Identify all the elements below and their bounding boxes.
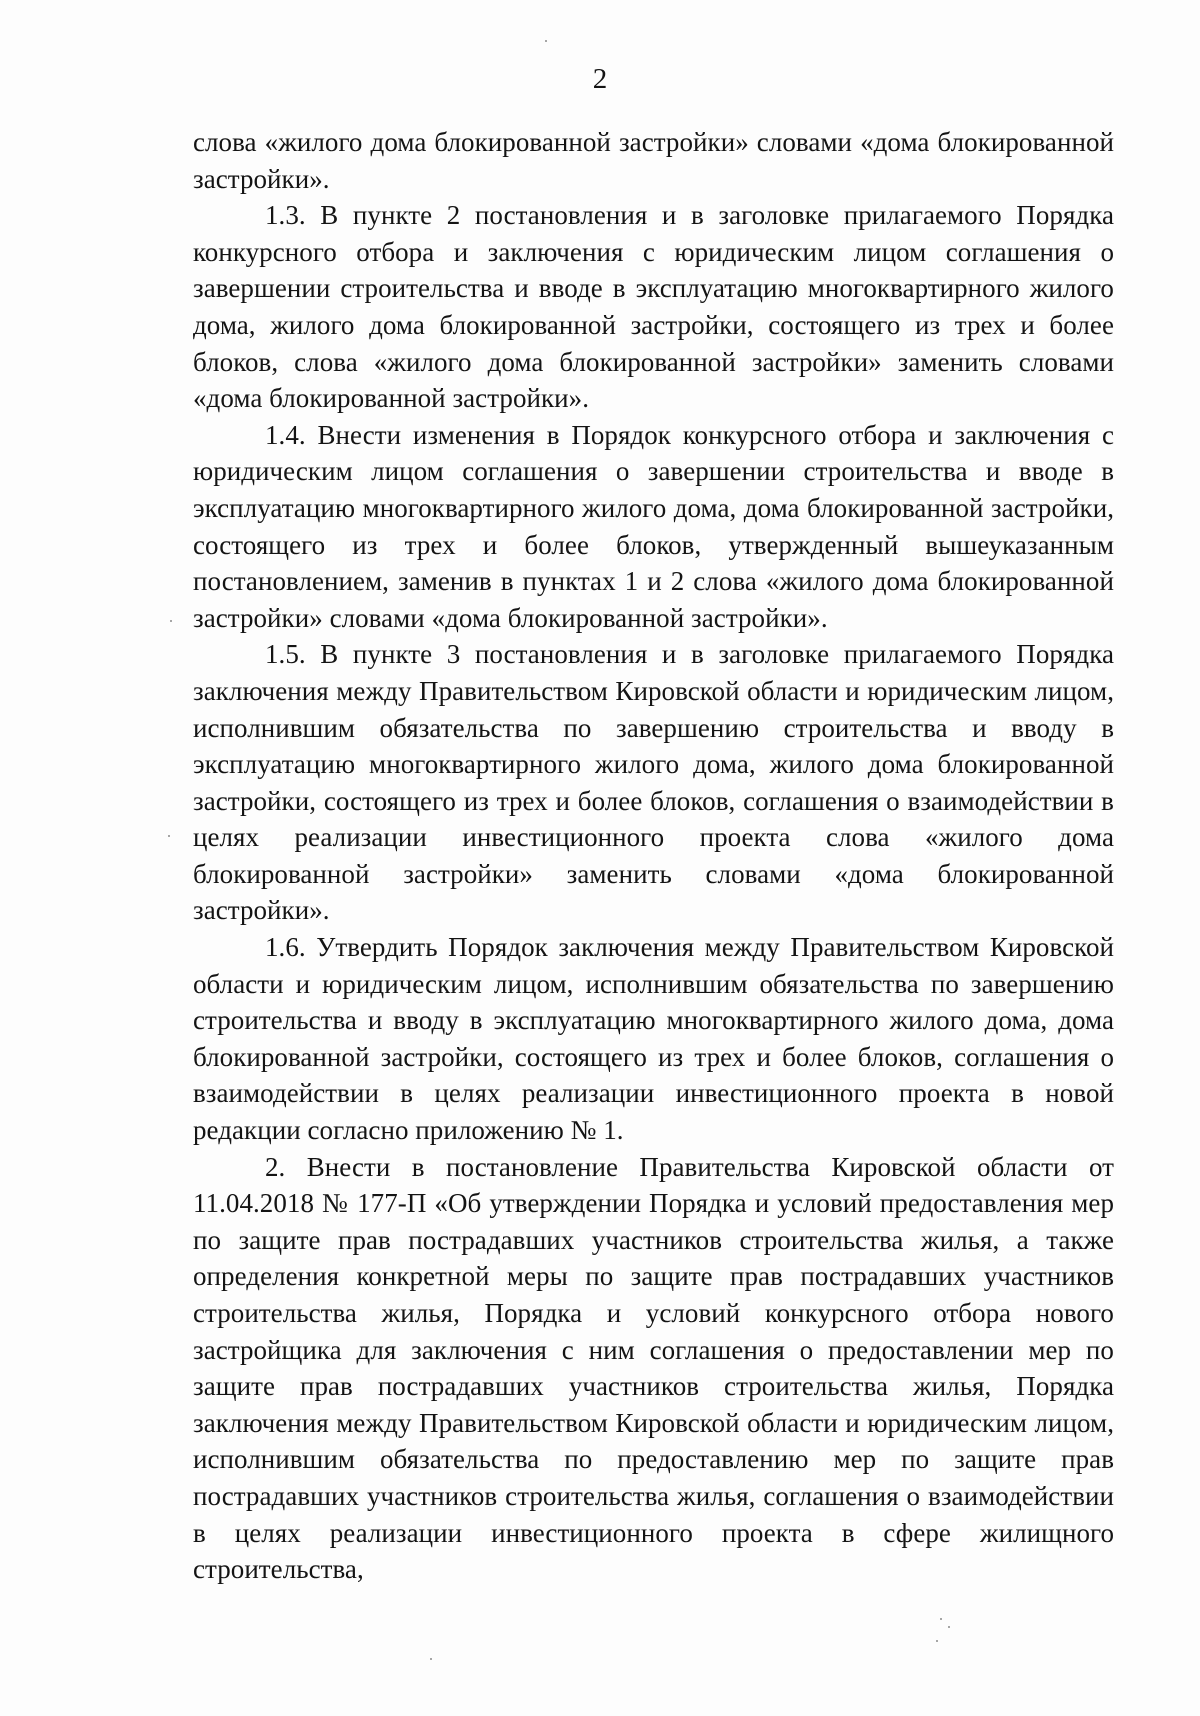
scan-speck [948, 1626, 950, 1628]
paragraph-1-4: 1.4. Внести изменения в Порядок конкурсного отбора и заключения с юридическим лицом соглашения о завершении строительства и вводе в эксплуатацию многоквартирного жилого дома, дома блокированной застройки, состоящего из трех и более блоков, утвержденный вышеуказанным постановлением, заменив в пунктах 1 и 2 слова «жилого дома блокированной застройки» словами «дома блокированной застройки». [193, 419, 1114, 633]
scan-speck [430, 1658, 432, 1660]
scan-speck [168, 835, 170, 837]
paragraph-2: 2. Внести в постановление Правительства Кировской области от 11.04.2018 № 177-П «Об утверждении Порядка и условий предоставления мер по защите прав пострадавших участников строительства жилья, а также определения конкретной меры по защите прав пострадавших участников строительства жилья, Порядка и условий конкурсного отбора нового застройщика для заключения с ним соглашения о предоставлении мер по защите прав пострадавших участников строительства жилья, Порядка заключения между Правительством Кировской области и юридическим лицом, исполнившим обязательства по предоставлению мер по защите прав пострадавших участников строительства жилья, соглашения о взаимодействии в целях реализации инвестиционного проекта в сфере жилищного строительства, [193, 1151, 1114, 1585]
scan-speck [545, 40, 547, 42]
page-number: 2 [592, 63, 608, 95]
paragraph-1-3: 1.3. В пункте 2 постановления и в заголовке прилагаемого Порядка конкурсного отбора и заключения с юридическим лицом соглашения о завершении строительства и вводе в эксплуатацию многоквартирного жилого дома, жилого дома блокированной застройки, состоящего из трех и более блоков, слова «жилого дома блокированной застройки» заменить словами «дома блокированной застройки». [193, 200, 1114, 414]
scan-speck [940, 1618, 942, 1620]
scan-speck [936, 1640, 938, 1642]
paragraph-1-6: 1.6. Утвердить Порядок заключения между Правительством Кировской области и юридическим лицом, исполнившим обязательства по завершению строительства и вводу в эксплуатацию многоквартирного жилого дома, дома блокированной застройки, состоящего из трех и более блоков, соглашения о взаимодействии в целях реализации инвестиционного проекта в новой редакции согласно приложению № 1. [193, 932, 1114, 1146]
paragraph-1-5: 1.5. В пункте 3 постановления и в заголовке прилагаемого Порядка заключения между Правительством Кировской области и юридическим лицом, исполнившим обязательства по завершению строительства и вводу в эксплуатацию многоквартирного жилого дома, жилого дома блокированной застройки, состоящего из трех и более блоков, соглашения о взаимодействии в целях реализации инвестиционного проекта слова «жилого дома блокированной застройки» заменить словами «дома блокированной застройки». [193, 639, 1114, 926]
scan-speck [170, 620, 172, 622]
paragraph-continuation: слова «жилого дома блокированной застройки» словами «дома блокированной застройки». [193, 127, 1114, 194]
document-body [193, 124, 1114, 1588]
